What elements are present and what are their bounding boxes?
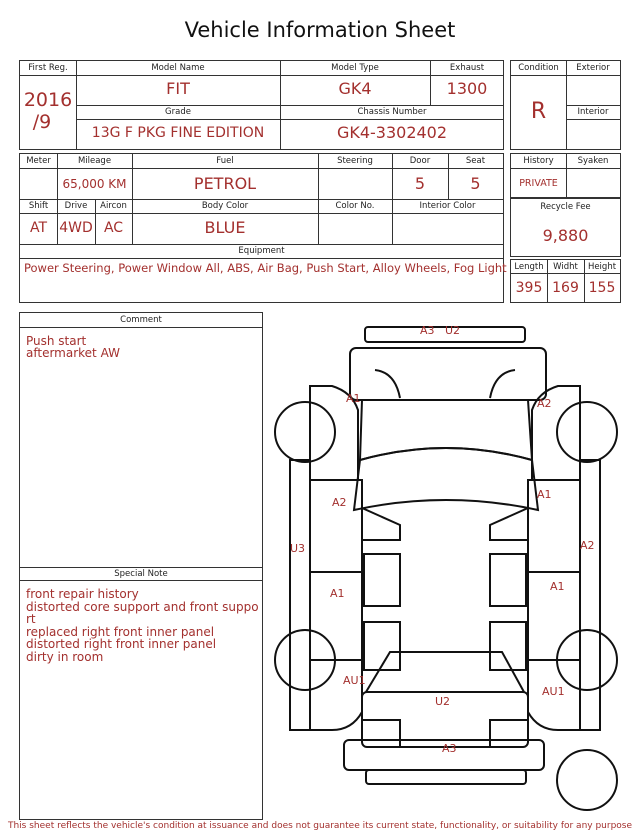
mark-right-rear: AU1 <box>542 685 565 698</box>
width-value: 169 <box>552 280 579 296</box>
history-label: History <box>523 156 554 166</box>
mark-right-side: A2 <box>580 539 595 552</box>
width-label: Widht <box>553 262 578 272</box>
mark-left-rear: AU1 <box>343 674 366 687</box>
first-reg-year: 2016 <box>23 89 73 111</box>
mark-bottom-a3: A3 <box>442 742 457 755</box>
grade-label: Grade <box>165 107 191 117</box>
mark-right-front-door: A1 <box>537 488 552 501</box>
seat-value: 5 <box>470 174 481 193</box>
body-color-label: Body Color <box>201 201 249 211</box>
interior-label: Interior <box>577 107 609 117</box>
interior-color-label: Interior Color <box>419 201 476 211</box>
equipment-label: Equipment <box>238 246 285 256</box>
vehicle-info-box <box>19 60 504 150</box>
car-damage-diagram <box>270 320 620 830</box>
special-note-line-4: replaced right front inner panel <box>26 624 215 639</box>
door-value: 5 <box>414 174 426 193</box>
exterior-label: Exterior <box>576 63 610 73</box>
color-no-label: Color No. <box>335 201 375 211</box>
exhaust-label: Exhaust <box>449 63 485 73</box>
mark-top-a3: A3 <box>420 324 435 337</box>
mileage-label: Mileage <box>77 156 112 166</box>
drive-label: Drive <box>64 201 88 211</box>
mark-left-rear-door: A1 <box>330 587 345 600</box>
recycle-fee-value: 9,880 <box>542 226 589 245</box>
height-label: Height <box>587 262 617 272</box>
comment-line-2: aftermarket AW <box>26 346 120 360</box>
aircon-value: AC <box>103 220 124 236</box>
recycle-fee-box <box>510 198 621 257</box>
condition-label: Condition <box>518 63 559 73</box>
model-type-label: Model Type <box>331 63 379 73</box>
model-type-value: GK4 <box>338 79 372 98</box>
comment-label: Comment <box>120 315 162 325</box>
condition-box <box>510 60 621 150</box>
shift-value: AT <box>29 220 48 236</box>
first-reg-month: /9 <box>32 111 52 133</box>
mark-right-rear-door: A1 <box>550 580 565 593</box>
seat-label: Seat <box>465 156 486 166</box>
disclaimer-footer: This sheet reflects the vehicle's condition at issuance and does not guarantee its current state, functionality, or suitability for any purpose <box>7 821 633 831</box>
special-note-line-5: distorted right front inner panel <box>26 637 217 651</box>
special-note-line-3: rt <box>26 612 36 626</box>
mark-left-side: U3 <box>290 542 306 555</box>
mileage-value: 65,000 KM <box>62 177 127 191</box>
special-note-line-2: distorted core support and front suppo <box>26 599 259 614</box>
length-value: 395 <box>515 280 543 296</box>
comment-line-1: Push start <box>26 334 87 348</box>
door-label: Door <box>409 156 431 166</box>
mark-front-left: A1 <box>346 392 361 405</box>
length-label: Length <box>514 262 544 272</box>
first-reg-label: First Reg. <box>28 63 68 73</box>
syaken-label: Syaken <box>577 156 609 166</box>
equipment-value: Power Steering, Power Window All, ABS, Air Bag, Push Start, Alloy Wheels, Fog Light <box>24 261 507 275</box>
history-value: PRIVATE <box>519 178 558 189</box>
steering-label: Steering <box>337 156 373 166</box>
mark-top-u2: U2 <box>445 324 461 337</box>
meter-label: Meter <box>26 156 51 166</box>
model-name-value: FIT <box>166 79 190 98</box>
mark-rear-u2: U2 <box>435 695 451 708</box>
model-name-label: Model Name <box>151 63 205 73</box>
fuel-value: PETROL <box>193 174 257 193</box>
mark-front-right: A2 <box>537 397 552 410</box>
exhaust-value: 1300 <box>446 79 488 98</box>
history-box <box>510 153 621 198</box>
special-note-line-6: dirty in room <box>26 649 104 664</box>
body-color-value: BLUE <box>204 218 246 237</box>
chassis-value: GK4-3302402 <box>336 123 448 142</box>
comment-box <box>19 312 263 820</box>
drive-value: 4WD <box>59 220 93 236</box>
specs-box <box>19 153 507 303</box>
recycle-fee-label: Recycle Fee <box>540 202 591 212</box>
chassis-label: Chassis Number <box>357 107 427 117</box>
mark-left-front-door: A2 <box>332 496 347 509</box>
fuel-label: Fuel <box>216 156 234 166</box>
special-note-label: Special Note <box>114 569 168 579</box>
aircon-label: Aircon <box>100 201 127 211</box>
dimensions-box <box>510 259 621 303</box>
special-note-line-1: front repair history <box>26 587 139 601</box>
height-value: 155 <box>588 280 616 296</box>
shift-label: Shift <box>28 201 49 211</box>
grade-value: 13G F PKG FINE EDITION <box>91 125 265 141</box>
condition-value: R <box>530 99 547 124</box>
sheet-title: Vehicle Information Sheet <box>184 18 456 42</box>
